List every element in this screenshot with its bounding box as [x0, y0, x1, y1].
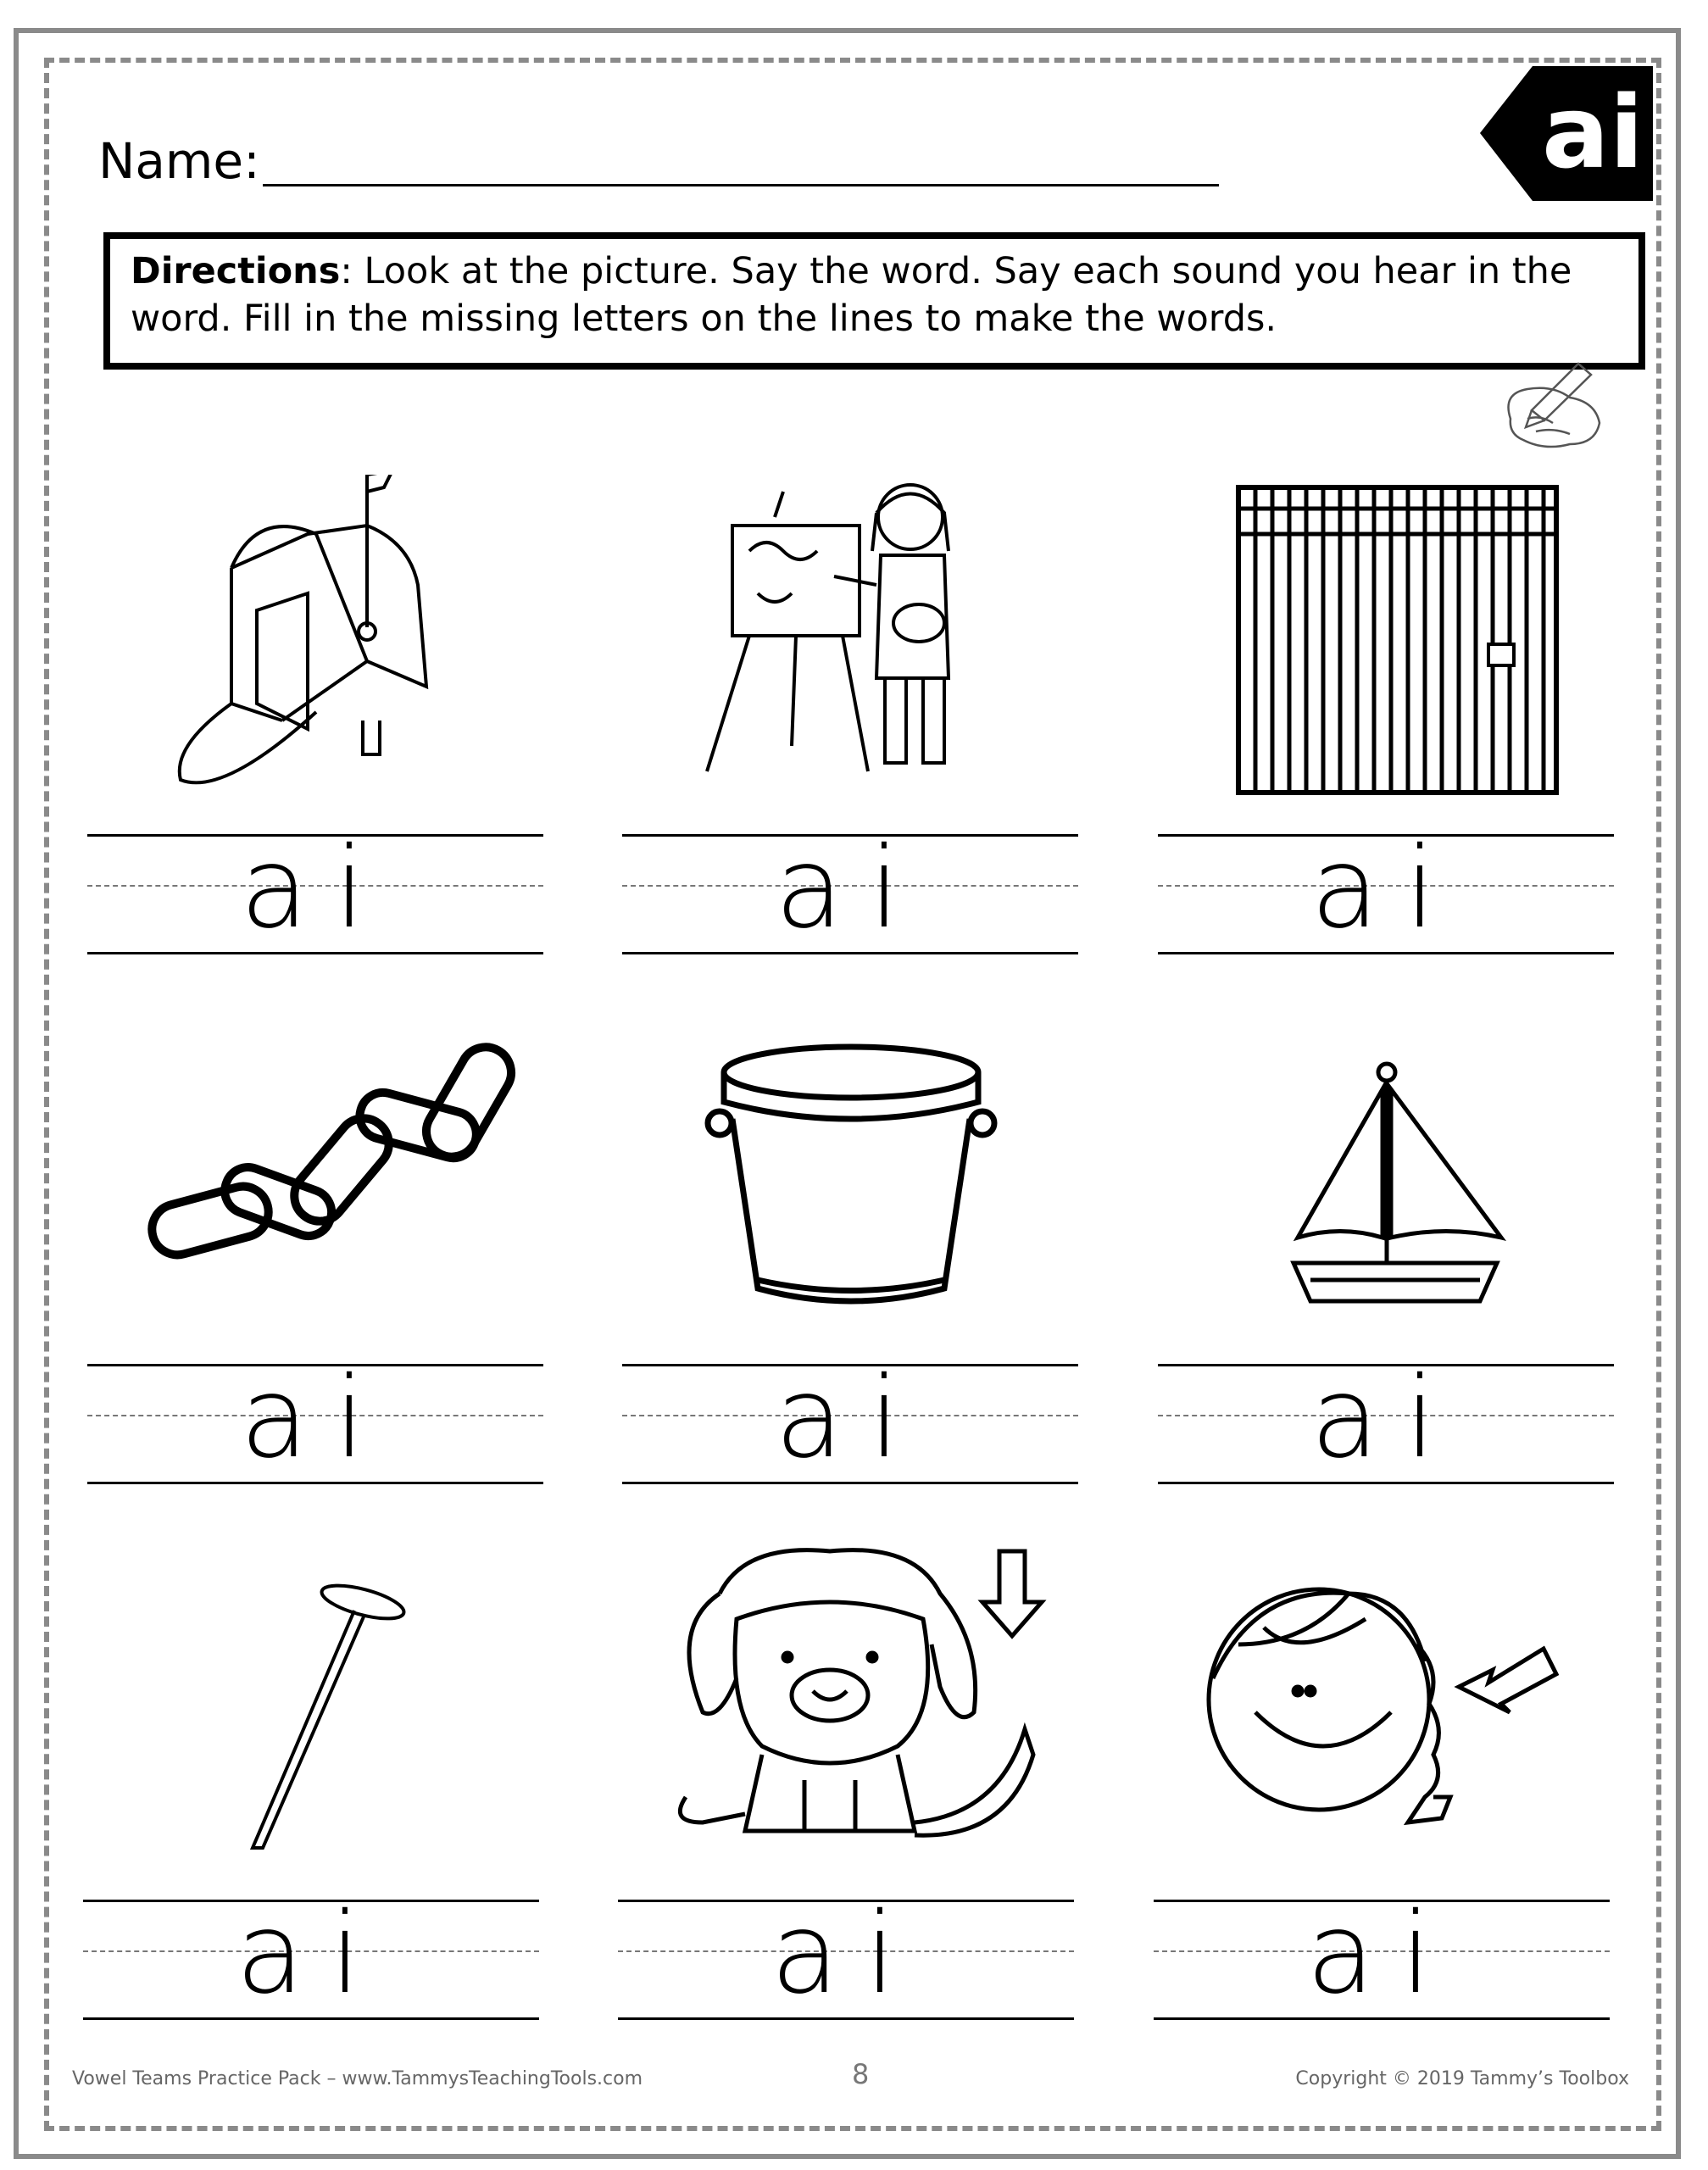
given-letters: ai: [775, 823, 926, 954]
writing-lines[interactable]: [622, 1353, 1078, 1483]
given-letters: ai: [236, 1889, 387, 2019]
page-number: 8: [852, 2058, 870, 2090]
given-letters: ai: [1310, 823, 1461, 954]
braid-icon: [1154, 1543, 1610, 1882]
painter-icon: [622, 475, 1078, 814]
nail-icon: [83, 1543, 539, 1882]
jail-icon: [1158, 475, 1614, 814]
given-letters: ai: [240, 1353, 391, 1483]
given-letters: ai: [1310, 1353, 1461, 1483]
vowel-team-tag-text: ai: [1541, 74, 1644, 191]
writing-lines[interactable]: [83, 1889, 539, 2019]
pail-icon: [622, 1009, 1078, 1348]
dog-tail-icon: [618, 1543, 1074, 1882]
writing-lines[interactable]: [622, 823, 1078, 954]
writing-lines[interactable]: [1158, 1353, 1614, 1483]
given-letters: ai: [240, 823, 391, 954]
writing-lines[interactable]: [87, 823, 543, 954]
sailboat-icon: [1158, 1009, 1614, 1348]
given-letters: ai: [775, 1353, 926, 1483]
footer-left-text: Vowel Teams Practice Pack – www.TammysTeachingTools.com: [72, 2068, 643, 2089]
writing-lines[interactable]: [618, 1889, 1074, 2019]
vowel-team-tag: [1480, 66, 1653, 201]
writing-lines[interactable]: [87, 1353, 543, 1483]
directions-label: Directions: [131, 250, 341, 292]
chain-icon: [87, 1009, 543, 1348]
given-letters: ai: [771, 1889, 921, 2019]
hand-writing-icon: [1494, 359, 1605, 461]
directions-box: [103, 232, 1645, 370]
name-input-line[interactable]: [263, 184, 1219, 186]
writing-lines[interactable]: [1158, 823, 1614, 954]
name-label: Name:: [98, 132, 260, 190]
writing-lines[interactable]: [1154, 1889, 1610, 2019]
given-letters: ai: [1306, 1889, 1457, 2019]
footer-copyright: Copyright © 2019 Tammy’s Toolbox: [1295, 2068, 1629, 2089]
directions-text: : Look at the picture. Say the word. Say each sound you hear in the word. Fill in the missing letters on the lines to make the words.: [131, 250, 1572, 340]
mailbox-icon: [87, 475, 543, 814]
